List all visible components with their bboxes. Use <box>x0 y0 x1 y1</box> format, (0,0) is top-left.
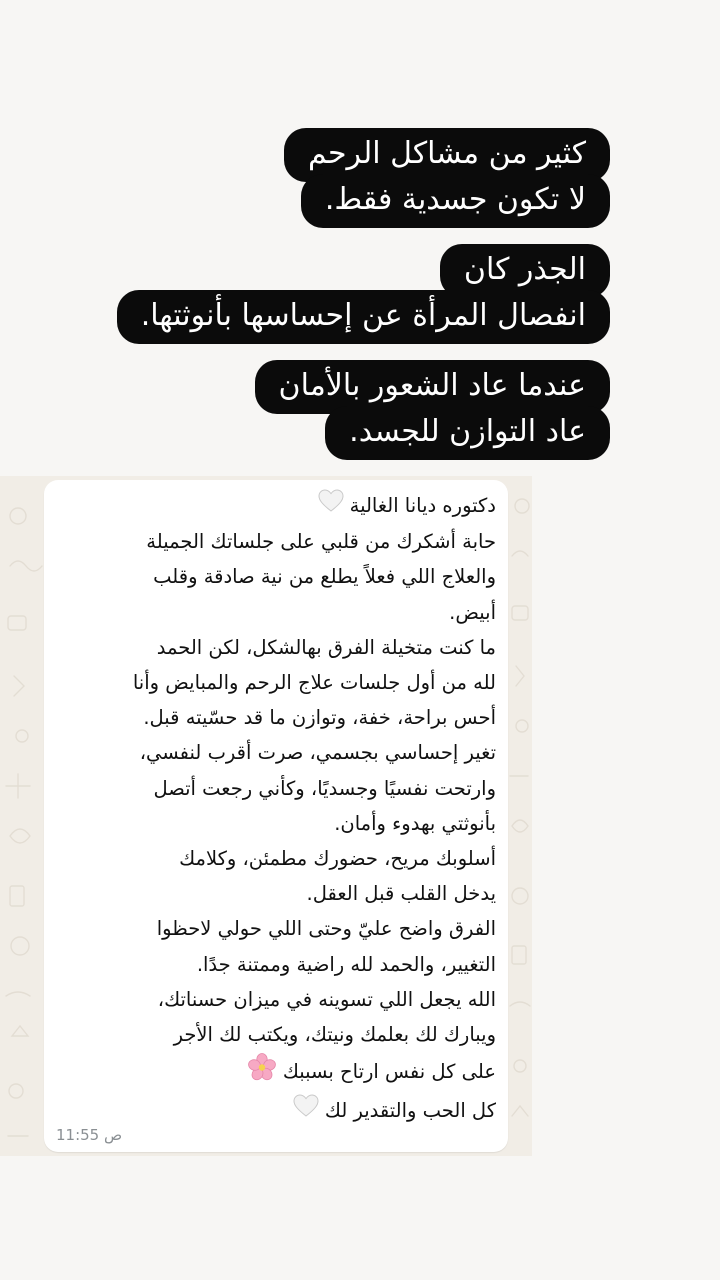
message-line: وارتحت نفسيًا وجسديًا، وكأني رجعت أتصل <box>153 776 496 800</box>
message-timestamp: 11:55 ص <box>56 1126 123 1144</box>
caption-root-cause <box>117 244 610 344</box>
message-line: أسلوبك مريح، حضورك مطمئن، وكلامك <box>179 846 496 870</box>
white-heart-icon <box>318 489 344 524</box>
message-line: التغيير، والحمد لله راضية وممتنة جدًا. <box>196 952 496 976</box>
message-line: الفرق واضح عليّ وحتى اللي حولي لاحظوا <box>156 917 496 941</box>
message-line: بأنوثتي بهدوء وأمان. <box>334 811 496 835</box>
white-heart-icon <box>293 1094 319 1129</box>
message-line-blossom: على كل نفس ارتاح بسببك <box>56 1052 496 1093</box>
message-line-greeting: دكتوره ديانا الغالية <box>56 488 496 524</box>
message-line: يدخل القلب قبل العقل. <box>306 882 496 906</box>
message-line: أبيض. <box>449 600 496 624</box>
message-line: تغير إحساسي بجسمي، صرت أقرب لنفسي، <box>139 741 496 765</box>
caption-line: الجذر كان <box>440 244 610 298</box>
message-line: والعلاج اللي فعلاً يطلع من نية صادقة وقلب <box>153 565 496 589</box>
caption-line: عاد التوازن للجسد. <box>325 406 610 460</box>
caption-line: كثير من مشاكل الرحم <box>284 128 610 182</box>
chat-message-bubble[interactable] <box>44 480 508 1152</box>
caption-line: لا تكون جسدية فقط. <box>301 174 610 228</box>
caption-line: انفصال المرأة عن إحساسها بأنوثتها. <box>117 290 610 344</box>
cherry-blossom-icon <box>247 1052 277 1093</box>
chat-screenshot <box>0 476 532 1156</box>
message-line: الله يجعل اللي تسوينه في ميزان حسناتك، <box>157 987 496 1011</box>
caption-safety-balance <box>255 360 610 460</box>
message-line: لله من أول جلسات علاج الرحم والمبايض وأنا <box>132 670 496 694</box>
message-line-signoff: كل الحب والتقدير لك <box>56 1093 496 1129</box>
message-line: حابة أشكرك من قلبي على جلساتك الجميلة <box>146 530 496 554</box>
caption-line: عندما عاد الشعور بالأمان <box>255 360 610 414</box>
message-line: أحس براحة، خفة، وتوازن ما قد حسّيته قبل. <box>143 706 496 730</box>
message-line: ما كنت متخيلة الفرق بهالشكل، لكن الحمد <box>156 635 496 659</box>
caption-uterus-problems <box>284 128 610 228</box>
message-line: ويبارك لك بعلمك ونيتك، ويكتب لك الأجر <box>173 1022 496 1046</box>
